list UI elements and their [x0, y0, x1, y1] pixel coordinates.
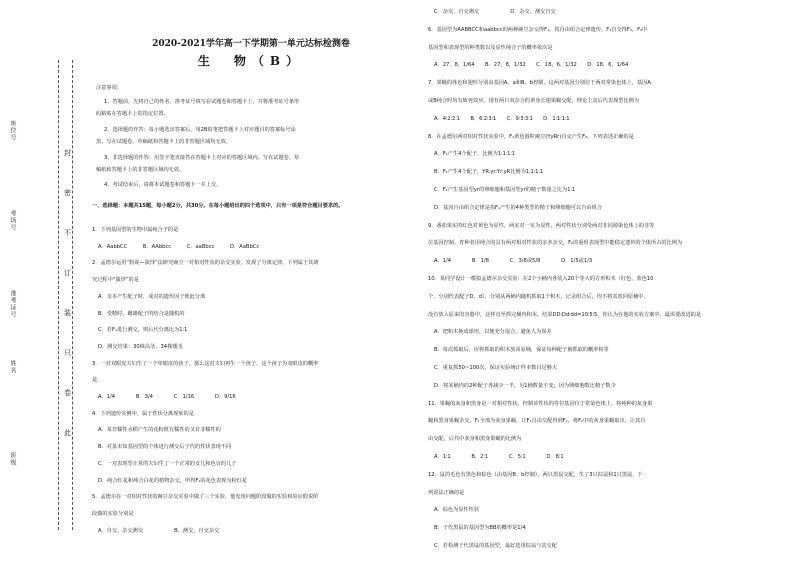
cut-line — [58, 60, 59, 530]
question-line: 8．在孟德尔两对相对性状实验中，F₁黄色圆粒豌豆(YyRr)自交产生F₂，下列表述正确的是 — [428, 133, 634, 140]
question-line: 或B纯合时均有致死效应。现有两只双杂合的黄身长翅果蝇交配，理论上其后代表现型比例为 — [428, 98, 640, 104]
seal-char: 装 — [64, 309, 71, 317]
notice-line: 码粘贴在答题卡上的指定位置。 — [96, 111, 169, 117]
answer-option: C．重复抓50~100次，保证实验统计样本数目足够大 — [434, 365, 558, 371]
field-exam-room: 考场号 — [9, 210, 16, 231]
answer-option: A．棕色为显性性状 — [434, 507, 480, 514]
notice-line: 稿纸和答题卡上的非答题区域均无效。 — [96, 167, 185, 173]
seal-char: 不 — [64, 229, 71, 237]
answer-option: C．若F₁进行测交，则后代分离比为1∶1 — [98, 327, 188, 334]
answer-option: D．将某桶内的2种配子各减少一半，另1桶数量不变；因为卵细胞数比精子数少 — [434, 382, 616, 389]
seal-char: 封 — [64, 149, 71, 157]
notice-line: 黑，写在试题卷、草稿纸和答题卡上的非答题区域均无效。 — [96, 139, 231, 145]
question-line: 5．孟德尔在一对相对性状的豌豆杂交实验中做了三个实验，他发现问题阶段做的实验和验证假说阶 — [92, 494, 319, 501]
field-name: 姓名 — [9, 360, 16, 374]
notice-line: 3、非选择题的作答：用签字笔直接答在答题卡上对应的答题区域内。写在试题卷、草 — [104, 155, 300, 161]
subject-title: 生 物（B） — [197, 54, 305, 68]
answer-option: B．对某未知基因型的个体进行测交后子代的性状表现不同 — [98, 444, 232, 451]
answer-option: A．把积木换成球形，以便充分混合，避免人为误差 — [434, 329, 552, 336]
answer-option: A．某非糯性水稻产生的花粉既有糯性的又有非糯性的 — [98, 427, 221, 434]
answer-option: A．F₁产生4个配子，比例为1∶1∶1∶1 — [434, 151, 516, 158]
section-heading: 一、选择题：本题共15题，每小题2分，共30分。在每小题给出的四个选项中，只有一项是符合题目要求的。 — [92, 203, 344, 209]
answer-option: B．子代黑鼠的基因型为BB的概率是1/4 — [434, 525, 526, 532]
answer-option: B．受精时，雌雄配子的结合是随机的 — [98, 310, 185, 317]
seal-char: 订 — [64, 269, 71, 277]
question-line: 11．果蝇的灰身和黑身是一对相对性状，控制该性状的等位基因位于常染色体上，将纯种的灰身果 — [428, 400, 653, 407]
question-line: 蝇和黑身果蝇杂交，F₁全部为灰身果蝇，让F₁自由交配得到F₂，将F₂中的灰身果蝇取出，让其自 — [428, 418, 646, 425]
field-class: 班级 — [9, 452, 16, 466]
seal-char: 只 — [64, 349, 71, 357]
notice-heading: 注意事项： — [96, 85, 122, 91]
question-line: 基因型和表现型的种类数以及显性纯合子的概率依次是 — [428, 44, 553, 51]
question-line: 7．果蝇的体色和翅形分别由基因A、a和B、b控制，这两对基因分别位于两对常染色体上，基因A — [428, 80, 651, 87]
notice-line: 4、考试结束后，请将本试题卷和答题卡一并上交。 — [104, 182, 222, 188]
question-line: 6．基因型为AABBCC和aabbcc的两种豌豆杂交得F₁，按自由组合定律遗传，F₁自交得F₂，F₂中 — [428, 26, 648, 33]
binding-margin — [0, 0, 92, 561]
question-line: 列说法正确的是 — [428, 489, 465, 496]
question-line: 4．下列遗传实例中，属于性状分离现象的是 — [92, 410, 194, 417]
answer-option: A．4∶2∶2∶1 B．6∶2∶3∶1 C．9∶3∶3∶1 D．1∶1∶1∶1 — [434, 115, 570, 122]
answer-option: C．一对表现型正常的夫妇生了一个正常的女儿和色盲的儿子 — [98, 460, 237, 467]
answer-option: A．1/4 B．1/8 C．3/8或5/8 D．1/5或1/3 — [434, 258, 593, 265]
answer-option: A．27，8，1/64 B．27，8，1/32 C．18，6，1/32 D．18，6，1/64 — [434, 62, 629, 69]
question-line: 个，分别代表配子D、d）。分别从两桶内随机抓取1个积木，记录组合后，均不将其放回原桶中。 — [428, 293, 649, 300]
seal-char: 此 — [64, 429, 71, 437]
question-line: 10．某同学设计一模拟孟德尔杂交实验：在2个小桶内各装入20个等大的方形积木（红色、蓝色10 — [428, 276, 654, 282]
answer-option: C．杂交、自交测交 D．杂交、测交自交 — [434, 9, 556, 15]
right-column — [428, 0, 788, 561]
notice-line: 2、选择题的作答：每小题选出答案后，用2B铅笔把答题卡上对应题目的答案标号涂 — [104, 127, 296, 133]
answer-option: C．若检测子代黑鼠的基因型，最好选用棕鼠与其交配 — [434, 543, 557, 549]
answer-option: D．基因自由组合定律是指F₁产生的4种类型的精子和卵细胞可以自由组合 — [434, 204, 602, 211]
seal-char: 卷 — [64, 389, 71, 397]
exam-title: 2020-2021学年高一下学期第一单元达标检测卷 — [152, 39, 350, 49]
question-line: 3．一对双眼皮夫妇生了一个单眼皮的孩子，那么这对夫妇再生一个孩子，这个孩子为双眼皮的概率 — [92, 360, 319, 367]
seal-char: 密 — [64, 189, 71, 197]
answer-option: A．AabbCC B．AAbbcc C．aaBbcc D．AaBbCc — [98, 243, 260, 250]
fold-line — [72, 60, 73, 530]
answer-option: B．每次抓取后，应将抓取的积木放回原桶，保证每种配子被抓取的概率相等 — [434, 347, 609, 354]
notice-line: 1、答题前，先将自己的姓名、准考证号填写在试题卷和答题卡上，并将准考证号条形 — [104, 99, 300, 105]
question-line: 由交配，后代中灰身和黑身果蝇的比例为 — [428, 436, 522, 443]
question-line: 段做的实验分别是 — [92, 510, 134, 517]
question-line: 9．番茄果实的红色对黄色为显性，两室对一室为显性，两对性状分别受两对非同源染色体上的非等 — [428, 222, 655, 229]
question-line: 没有放入原来的容器中，这样直至抓完桶内积木。结果DD∶Dd∶dd=10∶5∶5，你认为在他的实验方案中，最需要改进的是 — [428, 311, 702, 318]
answer-option: A．自交、杂交测交 B．测交、自交杂交 — [98, 527, 220, 534]
answer-option: B．F₁产生4个配子，YR∶yr∶Yr∶yR比例为1∶1∶1∶1 — [434, 169, 544, 176]
answer-option: D．纯合红花和纯合白花的植物杂交，所得F₁的花色表现为粉红花 — [98, 477, 248, 484]
answer-option: A．1/4 B．3/4 C．1/16 D．9/16 — [98, 394, 236, 400]
question-line: 是 — [92, 377, 98, 384]
answer-option: A．亲本产生配子时，成对的遗传因子彼此分离 — [98, 293, 206, 300]
answer-option: A．1∶1 B．2∶1 C．5∶1 D．8∶1 — [434, 454, 564, 460]
question-line: 2．孟德尔运用“假说—演绎”法研究豌豆一对相对性状的杂交实验，发现了分离定律。下列属于其研 — [92, 260, 319, 267]
question-line: 1．下列基因型的生物中属纯合子的是 — [92, 227, 179, 233]
field-ticket-number: 准考证号 — [9, 290, 16, 318]
answer-option: D．测交结果：30株高茎，34株矮茎 — [98, 343, 183, 350]
question-line: 位基因控制。育种者用纯合的具有两对相对性状的亲本杂交，F₂的重组表现型中能稳定遗传的个体所占的比例为 — [428, 240, 683, 247]
field-seat-number: 座位号 — [9, 120, 16, 141]
answer-option: C．F₁产生基因型yr的卵细胞和基因型yr的精子数量之比为1∶1 — [434, 187, 576, 193]
question-line: 究过程中“演绎”的是 — [92, 277, 139, 284]
left-column — [92, 0, 410, 561]
question-line: 12．鼠的毛色有黑色和棕色（由基因B、b控制），两只黑鼠交配，生了3只棕鼠和1只黑鼠，下 — [428, 471, 643, 478]
